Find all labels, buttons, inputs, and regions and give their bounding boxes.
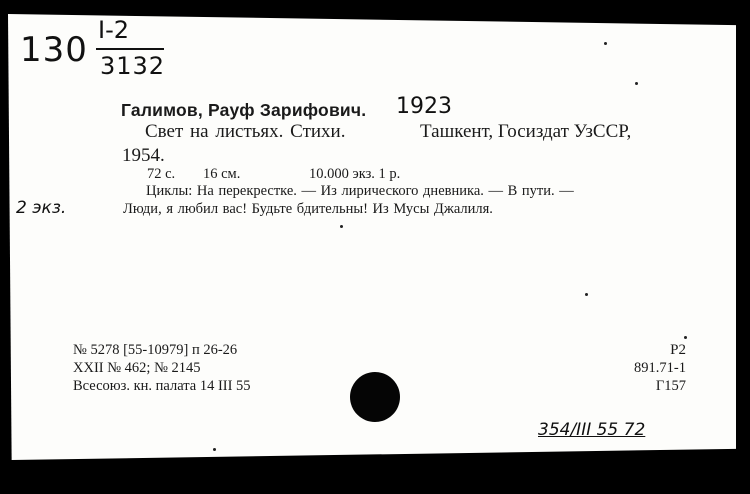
- size: 16 см.: [203, 166, 241, 182]
- title: Свет на листьях. Стихи.: [145, 121, 346, 142]
- contents-line-1: Циклы: На перекрестке. — Из лирического дневника. — В пути. —: [146, 183, 574, 199]
- handwritten-year: 1923: [396, 94, 452, 119]
- speck: [684, 336, 687, 339]
- shelf-mark-fraction-line: [96, 48, 164, 50]
- handwritten-stamp-note: 354/III 55 72: [538, 420, 646, 440]
- pages: 72 с.: [147, 166, 176, 182]
- classification-1: Р2: [670, 342, 686, 358]
- classification-2: 891.71-1: [634, 360, 686, 376]
- speck: [340, 225, 343, 228]
- shelf-mark-bottom: 3132: [100, 52, 166, 80]
- speck: [585, 293, 588, 296]
- publication-year: 1954.: [122, 145, 165, 166]
- author: Галимов, Рауф Зарифович.: [121, 100, 367, 120]
- speck: [635, 82, 638, 85]
- copies-price: 10.000 экз. 1 р.: [309, 166, 401, 182]
- speck: [604, 42, 607, 45]
- footer-line-1: № 5278 [55-10979] п 26-26: [73, 342, 238, 358]
- classification-3: Г157: [655, 378, 686, 394]
- speck: [213, 448, 216, 451]
- footer-line-2: XXII № 462; № 2145: [73, 360, 201, 376]
- punch-hole: [350, 372, 400, 422]
- shelf-mark-top: I-2: [98, 16, 130, 44]
- footer-line-3: Всесоюз. кн. палата 14 III 55: [73, 378, 251, 394]
- contents-line-2: Люди, я любил вас! Будьте бдительны! Из Мусы Джалиля.: [123, 201, 493, 217]
- shelf-mark-number: 130: [20, 30, 88, 70]
- place-publisher: Ташкент, Госиздат УзССР,: [420, 121, 632, 142]
- margin-note: 2 экз.: [16, 198, 67, 218]
